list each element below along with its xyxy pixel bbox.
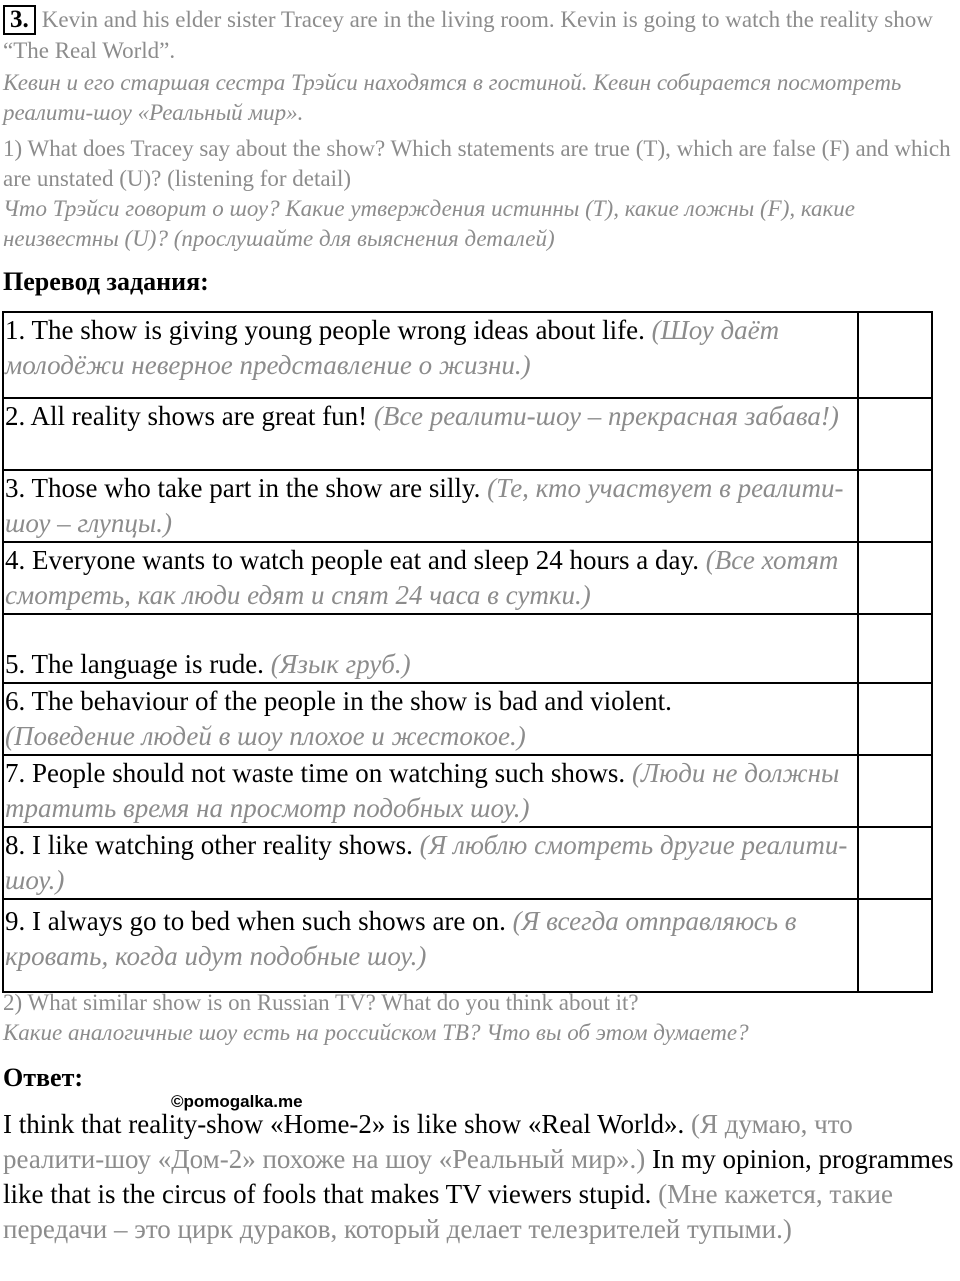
statement-en: 5. The language is rude. (5, 649, 264, 679)
statement-en: 4. Everyone wants to watch people eat and sleep 24 hours a day. (5, 545, 700, 575)
table-row (3, 755, 932, 827)
table-row (3, 470, 932, 542)
answer-cell[interactable] (858, 827, 932, 899)
statement-ru: (Я всегда отправляюсь в кровать, когда идут подобные шоу.) (5, 906, 797, 971)
statement-ru: (Все хотят смотреть, как люди едят и спят 24 часа в сутки.) (5, 545, 839, 610)
statement-cell (3, 827, 858, 899)
table-row (3, 899, 932, 992)
answer-cell[interactable] (858, 614, 932, 683)
answer-cell[interactable] (858, 755, 932, 827)
statement-en: 2. All reality shows are great fun! (5, 401, 368, 431)
statement-en: 7. People should not waste time on watching such shows. (5, 758, 626, 788)
statement-ru: (Поведение людей в шоу плохое и жестокое.) (5, 721, 526, 751)
statement-cell (3, 470, 858, 542)
answer-text (3, 1107, 958, 1247)
answer-cell[interactable] (858, 398, 932, 470)
table-row (3, 542, 932, 614)
statement-en: 3. Those who take part in the show are silly. (5, 473, 481, 503)
statement-en: 8. I like watching other reality shows. (5, 830, 413, 860)
statement-ru: (Язык груб.) (263, 649, 411, 679)
statements-table (2, 311, 933, 993)
statement-cell (3, 542, 858, 614)
statement-cell (3, 614, 858, 683)
statement-en: 9. I always go to bed when such shows are on. (5, 906, 506, 936)
answer-ru-2: (Мне кажется, такие передачи – это цирк дураков, который делает телезрителей тупыми.) (3, 1179, 893, 1244)
statement-ru: (Те, кто участвует в реалити-шоу – глупцы.) (5, 473, 844, 538)
table-row (3, 398, 932, 470)
answer-en-2: In my opinion, programmes like that is the circus of fools that makes TV viewers stupid. (3, 1144, 954, 1209)
answer-cell[interactable] (858, 899, 932, 992)
statement-cell (3, 683, 858, 755)
question2-en: 2) What similar show is on Russian TV? What do you think about it? (3, 990, 639, 1015)
table-row (3, 683, 932, 755)
section-title: Перевод задания: (3, 267, 209, 296)
statement-ru: (Шоу даёт молодёжи неверное представление о жизни.) (5, 315, 780, 380)
statement-ru: (Я люблю смотреть другие реалити-шоу.) (5, 830, 848, 895)
answer-en-1: I think that reality-show «Home-2» is like show «Real World». (3, 1109, 685, 1139)
task-text-en: Kevin and his elder sister Tracey are in the living room. Kevin is going to watch the reality show “The Real World”. (3, 7, 933, 63)
statement-cell (3, 899, 858, 992)
answer-cell[interactable] (858, 312, 932, 398)
table-row (3, 827, 932, 899)
table-row (3, 614, 932, 683)
answer-title: Ответ: (3, 1063, 84, 1092)
statement-en: 6. The behaviour of the people in the show is bad and violent. (5, 686, 672, 716)
watermark: ©pomogalka.me (171, 1092, 303, 1111)
task-text-ru: Кевин и его старшая сестра Трэйси находятся в гостиной. Кевин собирается посмотреть реалити-шоу «Реальный мир». (3, 70, 902, 125)
answer-cell[interactable] (858, 683, 932, 755)
statement-cell (3, 755, 858, 827)
statement-ru: (Люди не должны тратить время на просмотр подобных шоу.) (5, 758, 840, 823)
question1-en: 1) What does Tracey say about the show? Which statements are true (T), which are false (F) and which are unstated (U)? (listening for detail) (3, 136, 951, 191)
task-header (3, 4, 948, 66)
task-number: 3. (3, 5, 36, 35)
statement-cell (3, 398, 858, 470)
statement-cell (3, 312, 858, 398)
statement-ru: (Все реалити-шоу – прекрасная забава!) (367, 401, 839, 431)
table-row (3, 312, 932, 398)
question1-ru: Что Трэйси говорит о шоу? Какие утверждения истинны (T), какие ложны (F), какие неизвестны (U)? (прослушайте для выяснения деталей) (3, 196, 856, 251)
answer-ru-1: (Я думаю, что реалити-шоу «Дом-2» похоже на шоу «Реальный мир».) (3, 1109, 853, 1174)
statement-en: 1. The show is giving young people wrong ideas about life. (5, 315, 645, 345)
answer-cell[interactable] (858, 542, 932, 614)
question2-ru: Какие аналогичные шоу есть на российском ТВ? Что вы об этом думаете? (3, 1020, 749, 1045)
answer-cell[interactable] (858, 470, 932, 542)
